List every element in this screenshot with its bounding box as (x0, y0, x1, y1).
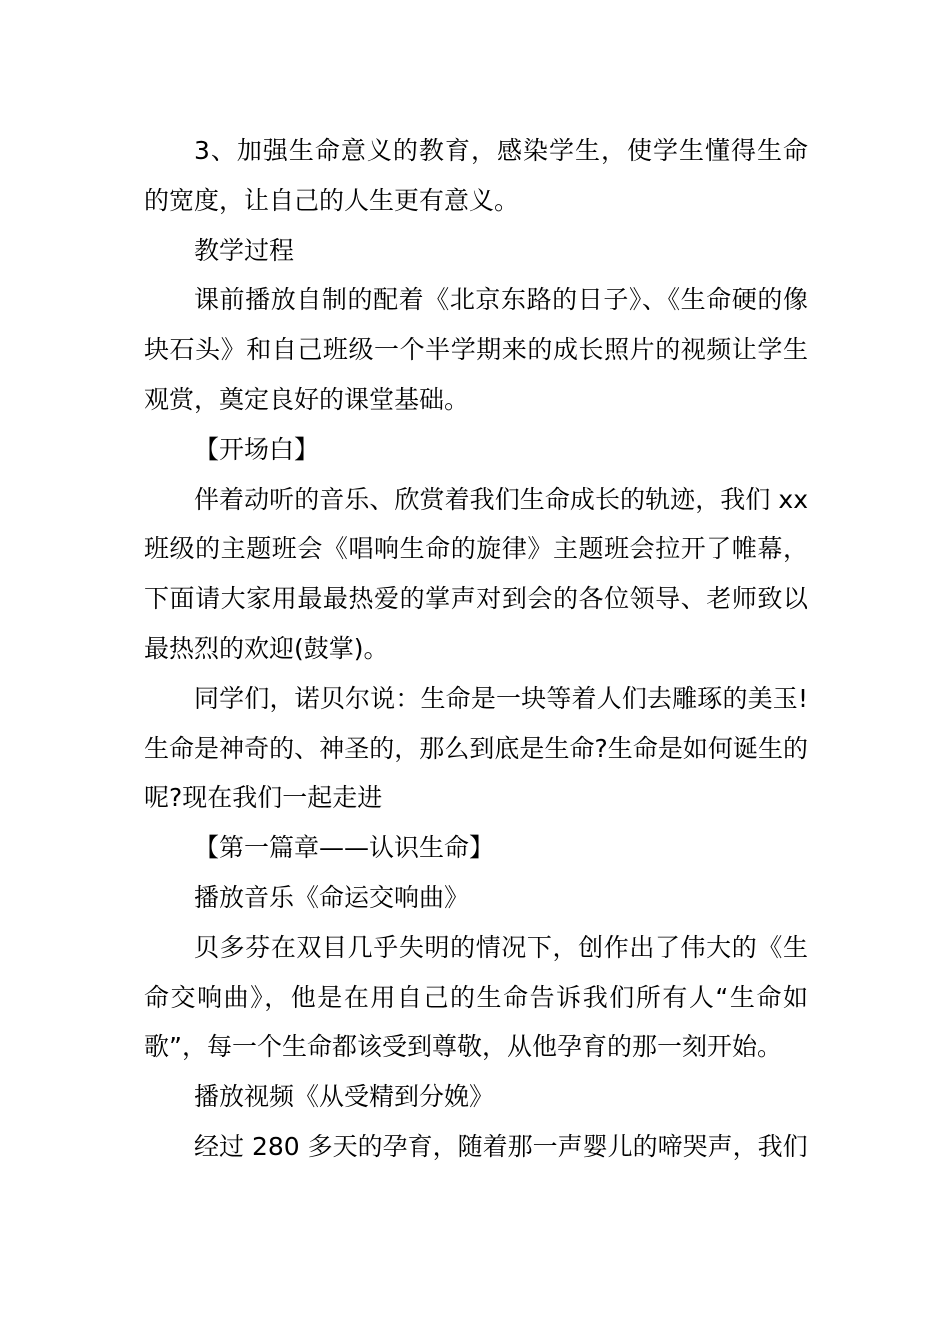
heading-opening-remarks: 【开场白】 (194, 434, 320, 464)
paragraph-pre-class-video: 课前播放自制的配着《北京东路的日子》、《生命硬的像块石头》和自己班级一个半学期来的成长照片的视频让学生观赏，奠定良好的课堂基础。 (144, 285, 808, 414)
heading-chapter-one: 【第一篇章——认识生命】 (194, 833, 495, 863)
paragraph-play-music: 播放音乐《命运交响曲》 (194, 882, 470, 912)
paragraph-beethoven: 贝多芬在双目几乎失明的情况下，创作出了伟大的《生命交响曲》，他是在用自己的生命告诉我们所有人“生命如歌”，每一个生命都该受到尊敬，从他孕育的那一刻开始。 (144, 932, 808, 1062)
paragraph-objective-3: 3、加强生命意义的教育，感染学生，使学生懂得生命的宽度，让自己的人生更有意义。 (144, 136, 808, 215)
paragraph-280-days: 经过 280 多天的孕育，随着那一声婴儿的啼哭声，我们 (194, 1131, 808, 1161)
paragraph-nobel-quote: 同学们，诺贝尔说：生命是一块等着人们去雕琢的美玉!生命是神奇的、神圣的，那么到底是生命?生命是如何诞生的呢?现在我们一起走进 (144, 683, 808, 813)
paragraph-play-video: 播放视频《从受精到分娩》 (194, 1082, 495, 1112)
document-body (144, 126, 808, 1172)
heading-teaching-process: 教学过程 (194, 235, 295, 265)
paragraph-opening-speech: 伴着动听的音乐、欣赏着我们生命成长的轨迹，我们 xx 班级的主题班会《唱响生命的旋律》主题班会拉开了帷幕，下面请大家用最最热爱的掌声对到会的各位领导、老师致以最热烈的欢迎(鼓掌)。 (144, 484, 808, 663)
